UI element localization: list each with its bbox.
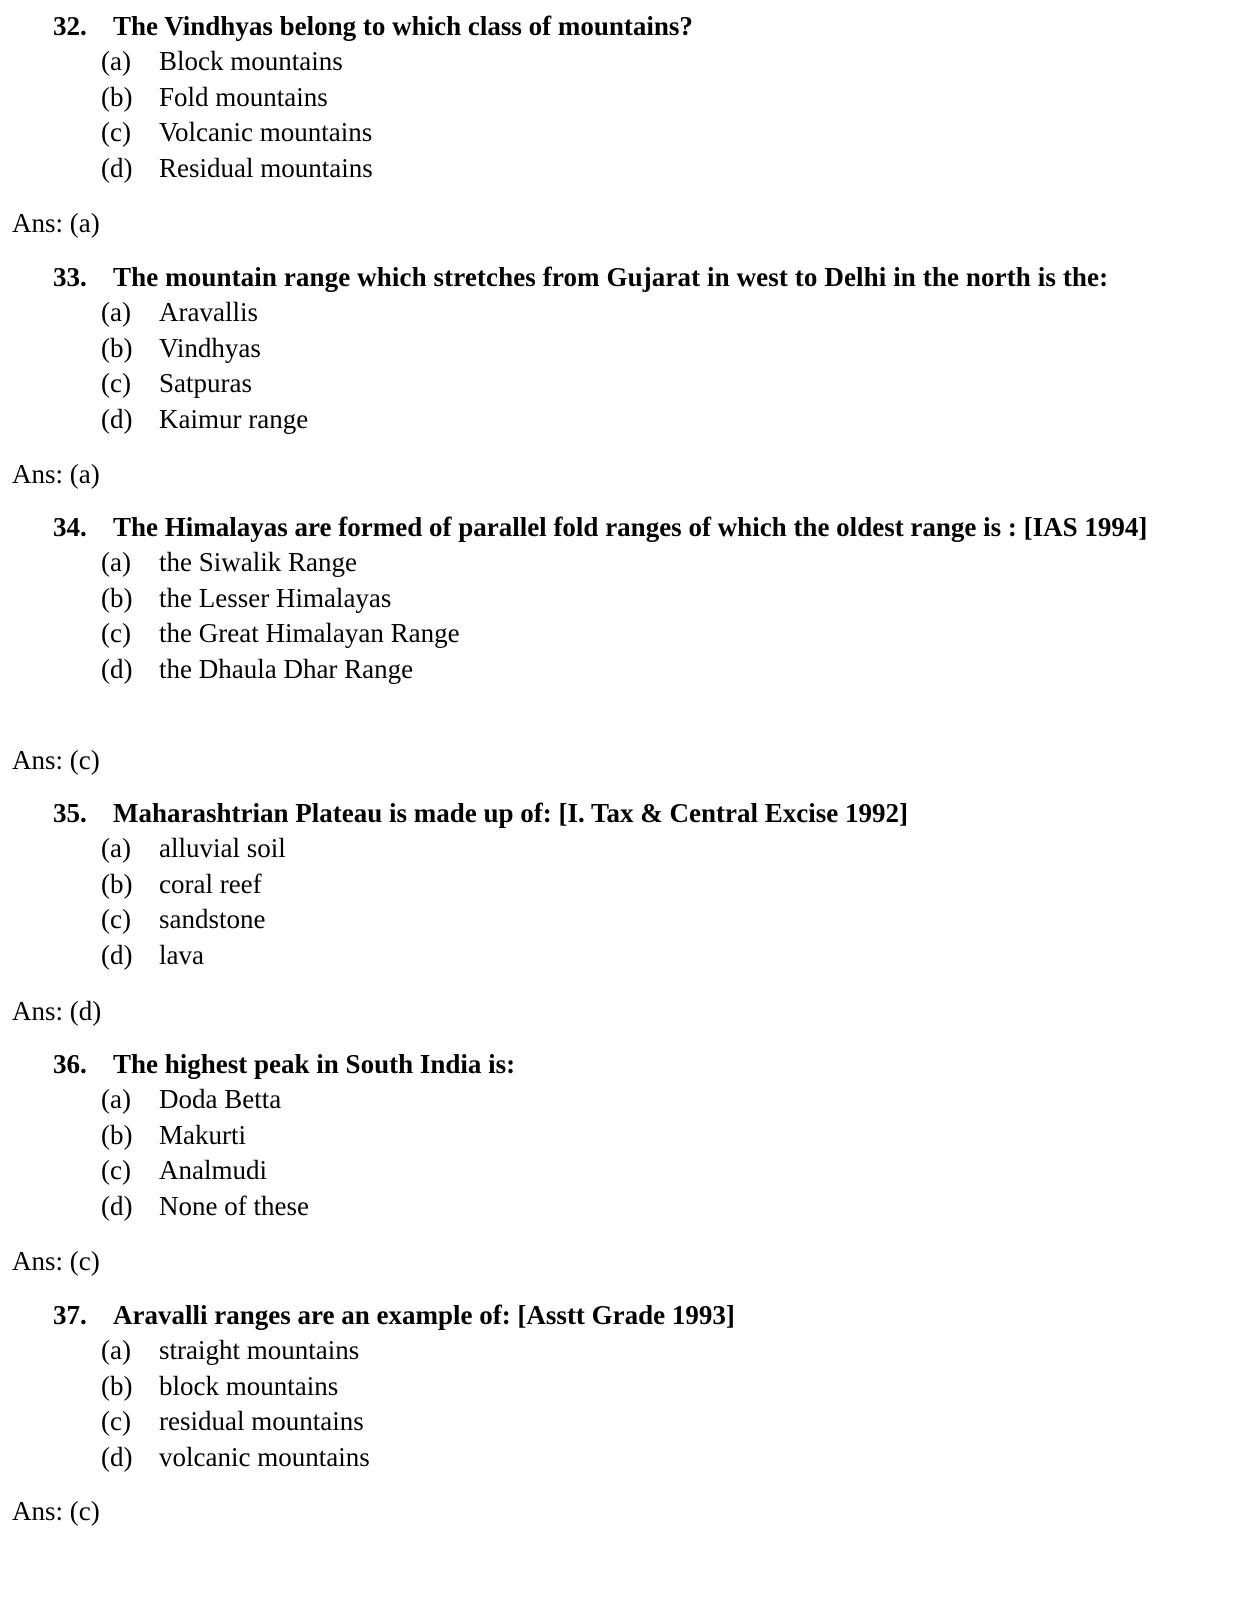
option-label: (b) — [101, 868, 133, 899]
option-a — [101, 1082, 1213, 1118]
option-label: (c) — [101, 1406, 131, 1437]
question-heading — [53, 1046, 1213, 1082]
option-label: (c) — [101, 1155, 131, 1186]
option-text: Vindhyas — [159, 332, 261, 363]
question-number: 33. — [53, 262, 87, 292]
question-33 — [53, 259, 1213, 437]
options-list — [53, 1082, 1213, 1224]
option-label: (d) — [101, 653, 133, 684]
option-d — [101, 1189, 1213, 1225]
option-label: (a) — [101, 1084, 131, 1114]
question-text: Maharashtrian Plateau is made up of: [I. Tax & Central Excise 1992] — [113, 798, 908, 828]
option-label: (d) — [101, 1441, 133, 1472]
option-label: (b) — [101, 582, 133, 613]
option-b — [101, 1118, 1213, 1154]
option-label: (c) — [101, 117, 131, 148]
option-c — [101, 902, 1213, 938]
question-number: 35. — [53, 798, 87, 828]
option-text: None of these — [159, 1190, 309, 1221]
question-text: The mountain range which stretches from Gujarat in west to Delhi in the north is the: — [113, 262, 1109, 292]
answer-34: Ans: (c) — [12, 745, 100, 775]
option-b — [101, 581, 1213, 617]
option-c — [101, 1153, 1213, 1189]
option-text: the Great Himalayan Range — [159, 618, 460, 649]
option-c — [101, 616, 1213, 652]
option-text: Residual mountains — [159, 152, 373, 183]
question-number: 32. — [53, 11, 87, 41]
option-label: (b) — [101, 332, 133, 363]
option-d — [101, 1440, 1213, 1476]
answer-36: Ans: (c) — [12, 1246, 100, 1276]
option-a — [101, 295, 1213, 331]
question-number: 36. — [53, 1049, 87, 1079]
option-d — [101, 938, 1213, 974]
option-label: (d) — [101, 152, 133, 183]
options-list — [53, 295, 1213, 437]
answer-33: Ans: (a) — [12, 459, 100, 489]
option-label: (b) — [101, 1119, 133, 1150]
option-text: Analmudi — [159, 1155, 267, 1186]
question-text: Aravalli ranges are an example of: [Asstt Grade 1993] — [113, 1300, 735, 1330]
option-text: block mountains — [159, 1370, 339, 1401]
question-35 — [53, 795, 1213, 973]
question-heading — [53, 795, 1213, 831]
option-label: (a) — [101, 547, 131, 577]
answer-37: Ans: (c) — [12, 1496, 100, 1526]
options-list — [53, 831, 1213, 973]
question-36 — [53, 1046, 1213, 1224]
option-text: sandstone — [159, 904, 266, 935]
option-text: Fold mountains — [159, 81, 328, 112]
option-label: (c) — [101, 368, 131, 399]
option-text: lava — [159, 939, 204, 970]
option-text: Satpuras — [159, 368, 252, 399]
question-32 — [53, 8, 1213, 186]
answer-35: Ans: (d) — [12, 996, 102, 1026]
option-text: Aravallis — [159, 297, 258, 327]
question-heading — [53, 259, 1213, 295]
option-text: the Dhaula Dhar Range — [159, 653, 414, 684]
option-text: straight mountains — [159, 1335, 360, 1365]
option-label: (a) — [101, 833, 131, 863]
option-a — [101, 545, 1213, 581]
option-text: alluvial soil — [159, 833, 286, 863]
option-text: Doda Betta — [159, 1084, 282, 1114]
option-c — [101, 366, 1213, 402]
option-label: (a) — [101, 297, 131, 327]
option-text: volcanic mountains — [159, 1441, 370, 1472]
option-label: (d) — [101, 403, 133, 434]
option-text: Volcanic mountains — [159, 117, 373, 148]
option-text: the Siwalik Range — [159, 547, 357, 577]
question-number: 37. — [53, 1300, 87, 1330]
option-d — [101, 652, 1213, 688]
question-37 — [53, 1297, 1213, 1475]
option-c — [101, 1404, 1213, 1440]
option-label: (c) — [101, 618, 131, 649]
option-c — [101, 115, 1213, 151]
answer-32: Ans: (a) — [12, 208, 100, 238]
option-label: (c) — [101, 904, 131, 935]
option-label: (a) — [101, 1335, 131, 1365]
question-34 — [53, 509, 1213, 687]
option-b — [101, 867, 1213, 903]
option-text: coral reef — [159, 868, 262, 899]
option-text: Block mountains — [159, 46, 343, 76]
option-label: (d) — [101, 1190, 133, 1221]
options-list — [53, 44, 1213, 186]
option-b — [101, 331, 1213, 367]
question-text: The Himalayas are formed of parallel fold ranges of which the oldest range is : [IAS 1994] — [113, 512, 1148, 542]
option-d — [101, 402, 1213, 438]
option-b — [101, 80, 1213, 116]
option-text: the Lesser Himalayas — [159, 582, 392, 613]
options-list — [53, 1333, 1213, 1475]
option-text: residual mountains — [159, 1406, 364, 1437]
question-heading — [53, 8, 1213, 44]
option-label: (d) — [101, 939, 133, 970]
option-label: (a) — [101, 46, 131, 76]
option-d — [101, 151, 1213, 187]
question-text: The highest peak in South India is: — [113, 1049, 516, 1079]
option-a — [101, 1333, 1213, 1369]
option-label: (b) — [101, 1370, 133, 1401]
question-heading — [53, 509, 1213, 545]
option-label: (b) — [101, 81, 133, 112]
question-heading — [53, 1297, 1213, 1333]
option-b — [101, 1369, 1213, 1405]
question-number: 34. — [53, 512, 87, 542]
option-text: Kaimur range — [159, 403, 309, 434]
options-list — [53, 545, 1213, 687]
option-text: Makurti — [159, 1119, 246, 1150]
option-a — [101, 44, 1213, 80]
option-a — [101, 831, 1213, 867]
question-text: The Vindhyas belong to which class of mountains? — [113, 11, 693, 41]
